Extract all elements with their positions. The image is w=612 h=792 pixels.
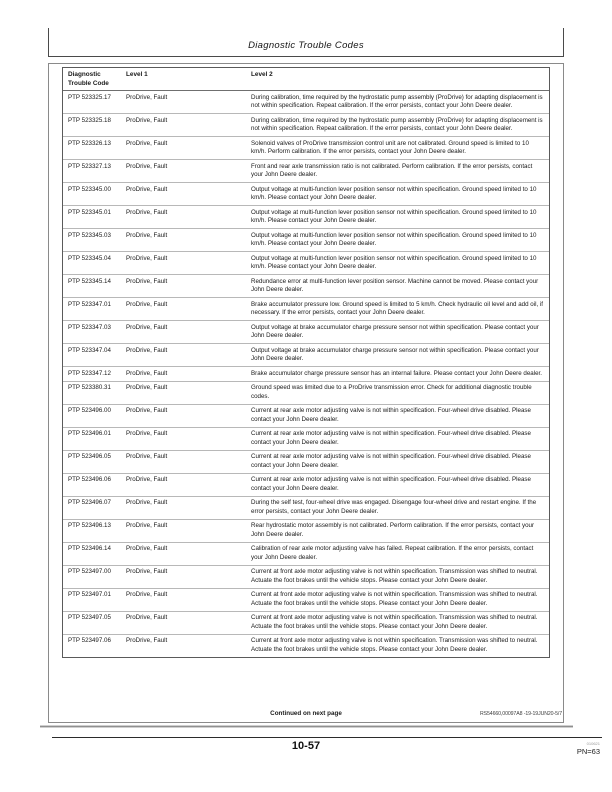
level1-cell: ProDrive, Fault xyxy=(126,277,168,285)
continued-line xyxy=(49,710,563,720)
level2-cell: Output voltage at multi-function lever position sensor not within specification. Ground speed limited to 10 km/h. Please contact your John Deere dealer. xyxy=(251,185,537,201)
dtc-code-cell: PTP 523347.04 xyxy=(68,346,111,354)
table-row xyxy=(63,251,549,274)
dtc-code-cell: PTP 523497.06 xyxy=(68,637,111,644)
page-title: Diagnostic Trouble Codes xyxy=(248,40,364,51)
table-row xyxy=(63,91,549,113)
print-code: 010621 xyxy=(586,741,600,746)
table-row xyxy=(63,320,549,343)
column-header-level1: Level 1 xyxy=(126,71,148,78)
table-row xyxy=(63,634,549,657)
level2-cell: Rear hydrostatic motor assembly is not calibrated. Perform calibration. If the error persists, contact your John Deere dealer. xyxy=(251,522,535,538)
dtc-code-cell: PTP 523345.04 xyxy=(68,254,111,262)
table-row xyxy=(63,611,549,634)
table-row xyxy=(63,159,549,182)
level1-cell: ProDrive, Fault xyxy=(126,231,168,239)
dtc-code-cell: PTP 523325.18 xyxy=(68,116,111,124)
pn-label: PN=63 xyxy=(576,747,600,756)
level1-cell: ProDrive, Fault xyxy=(126,93,168,101)
level2-cell: Output voltage at brake accumulator charge pressure sensor not within specification. Please contact your John Deere dealer. xyxy=(251,346,539,362)
level1-cell: ProDrive, Fault xyxy=(126,346,168,354)
level2-cell: Current at rear axle motor adjusting valve is not within specification. Four-wheel drive disabled. Please contact your John Deere dealer. xyxy=(251,430,531,446)
dtc-code-cell: PTP 523496.01 xyxy=(68,430,111,437)
content-box xyxy=(48,63,564,723)
table-row xyxy=(63,297,549,320)
dtc-table xyxy=(62,67,550,658)
level1-cell: ProDrive, Fault xyxy=(126,254,168,262)
level1-cell: ProDrive, Fault xyxy=(126,591,168,598)
level1-cell: ProDrive, Fault xyxy=(126,139,168,147)
dtc-code-cell: PTP 523497.05 xyxy=(68,614,111,621)
dtc-code-cell: PTP 523347.12 xyxy=(68,369,111,377)
table-row xyxy=(63,136,549,159)
table-row xyxy=(63,366,549,381)
dtc-code-cell: PTP 523325.17 xyxy=(68,93,111,101)
level1-cell: ProDrive, Fault xyxy=(126,522,168,529)
level2-cell: During calibration, time required by the hydrostatic pump assembly (ProDrive) for adapting displacement is not within specification. Repeat calibration. If the error persists, contact your John Deere dealer. xyxy=(251,93,543,109)
dtc-code-cell: PTP 523327.13 xyxy=(68,162,111,170)
page-number: 10-57 xyxy=(291,740,321,752)
table-row xyxy=(63,427,549,450)
level1-cell: ProDrive, Fault xyxy=(126,499,168,506)
level2-cell: Output voltage at multi-function lever position sensor not within specification. Ground speed limited to 10 km/h. Please contact your John Deere dealer. xyxy=(251,208,537,224)
table-row xyxy=(63,113,549,136)
level2-cell: Current at front axle motor adjusting valve is not within specification. Transmission was shifted to neutral. Actuate the foot brakes until the vehicle stops. Please contact your John Deere dealer. xyxy=(251,614,538,630)
dtc-code-cell: PTP 523345.00 xyxy=(68,185,111,193)
table-row xyxy=(63,473,549,496)
table-row xyxy=(63,182,549,205)
table-row xyxy=(63,565,549,588)
level1-cell: ProDrive, Fault xyxy=(126,430,168,437)
level2-cell: Output voltage at multi-function lever position sensor not within specification. Ground speed limited to 10 km/h. Please contact your John Deere dealer. xyxy=(251,254,537,270)
level2-cell: Solenoid valves of ProDrive transmission control unit are not calibrated. Ground speed is limited to 10 km/h. Perform calibration. If the error persists, contact your John Deere dealer. xyxy=(251,139,529,155)
table-row xyxy=(63,381,549,404)
dtc-code-cell: PTP 523496.13 xyxy=(68,522,111,529)
dtc-code-cell: PTP 523380.31 xyxy=(68,384,111,391)
running-header xyxy=(48,28,564,57)
dtc-code-cell: PTP 523345.01 xyxy=(68,208,111,216)
dtc-table-header xyxy=(63,68,549,91)
dtc-code-cell: PTP 523496.07 xyxy=(68,499,111,506)
table-row xyxy=(63,496,549,519)
dtc-code-cell: PTP 523345.14 xyxy=(68,277,111,285)
level1-cell: ProDrive, Fault xyxy=(126,185,168,193)
level2-cell: During the self test, four-wheel drive was engaged. Disengage four-wheel drive and restart engine. If the error persists, contact your John Deere dealer. xyxy=(251,499,537,515)
table-row xyxy=(63,404,549,427)
level1-cell: ProDrive, Fault xyxy=(126,476,168,483)
dtc-code-cell: PTP 523497.00 xyxy=(68,568,111,575)
level2-cell: Redundance error at multi-function lever position sensor. Machine cannot be moved. Please contact your John Deere dealer. xyxy=(251,277,539,293)
table-row xyxy=(63,542,549,565)
dtc-code-cell: PTP 523496.14 xyxy=(68,545,111,552)
dtc-code-cell: PTP 523326.13 xyxy=(68,139,111,147)
footer-divider-thin xyxy=(52,737,602,738)
table-row xyxy=(63,228,549,251)
level2-cell: Current at front axle motor adjusting valve is not within specification. Transmission was shifted to neutral. Actuate the foot brakes until the vehicle stops. Please contact your John Deere dealer. xyxy=(251,591,538,607)
level1-cell: ProDrive, Fault xyxy=(126,568,168,575)
footer-divider-thick xyxy=(40,725,573,728)
level2-cell: Current at rear axle motor adjusting valve is not within specification. Four-wheel drive disabled. Please contact your John Deere dealer. xyxy=(251,407,531,423)
level2-cell: Brake accumulator pressure low. Ground speed is limited to 5 km/h. Check hydraulic oil level and add oil, if necessary. If the error persists, contact your John Deere dealer. xyxy=(251,300,543,316)
table-row xyxy=(63,343,549,366)
level1-cell: ProDrive, Fault xyxy=(126,407,168,414)
level1-cell: ProDrive, Fault xyxy=(126,614,168,621)
level1-cell: ProDrive, Fault xyxy=(126,323,168,331)
dtc-code-cell: PTP 523347.03 xyxy=(68,323,111,331)
level2-cell: Output voltage at multi-function lever position sensor not within specification. Ground speed limited to 10 km/h. Please contact your John Deere dealer. xyxy=(251,231,537,247)
level2-cell: During calibration, time required by the hydrostatic pump assembly (ProDrive) for adapting displacement is not within specification. Repeat calibration. If the error persists, contact your John Deere dealer. xyxy=(251,116,543,132)
level2-cell: Calibration of rear axle motor adjusting valve has failed. Repeat calibration. If the error persists, contact your John Deere dealer. xyxy=(251,545,534,561)
level2-cell: Brake accumulator charge pressure sensor has an internal failure. Please contact your John Deere dealer. xyxy=(251,369,542,377)
dtc-code-cell: PTP 523347.01 xyxy=(68,300,111,308)
level2-cell: Ground speed was limited due to a ProDrive transmission error. Check for additional diagnostic trouble codes. xyxy=(251,384,532,400)
table-row xyxy=(63,205,549,228)
table-row xyxy=(63,274,549,297)
column-header-level2: Level 2 xyxy=(251,71,273,78)
dtc-code-cell: PTP 523496.06 xyxy=(68,476,111,483)
level2-cell: Output voltage at brake accumulator charge pressure sensor not within specification. Please contact your John Deere dealer. xyxy=(251,323,539,339)
level1-cell: ProDrive, Fault xyxy=(126,369,168,377)
level2-cell: Current at rear axle motor adjusting valve is not within specification. Four-wheel drive disabled. Please contact your John Deere dealer. xyxy=(251,476,531,492)
level1-cell: ProDrive, Fault xyxy=(126,162,168,170)
level2-cell: Current at front axle motor adjusting valve is not within specification. Transmission was shifted to neutral. Actuate the foot brakes until the vehicle stops. Please contact your John Deere dealer. xyxy=(251,568,538,584)
dtc-table-body xyxy=(63,91,549,657)
dtc-code-cell: PTP 523496.05 xyxy=(68,453,111,460)
column-header-code: Diagnostic Trouble Code xyxy=(68,71,109,87)
table-row xyxy=(63,588,549,611)
continued-on-next-page-label: Continued on next page xyxy=(270,710,342,717)
table-row xyxy=(63,450,549,473)
level1-cell: ProDrive, Fault xyxy=(126,384,168,391)
dtc-code-cell: PTP 523497.01 xyxy=(68,591,111,598)
level1-cell: ProDrive, Fault xyxy=(126,453,168,460)
level1-cell: ProDrive, Fault xyxy=(126,208,168,216)
dtc-code-cell: PTP 523345.03 xyxy=(68,231,111,239)
level1-cell: ProDrive, Fault xyxy=(126,300,168,308)
level1-cell: ProDrive, Fault xyxy=(126,637,168,644)
level2-cell: Current at front axle motor adjusting valve is not within specification. Transmission was shifted to neutral. Actuate the foot brakes until the vehicle stops. Please contact your John Deere dealer. xyxy=(251,637,538,653)
dtc-code-cell: PTP 523496.00 xyxy=(68,407,111,414)
level2-cell: Current at rear axle motor adjusting valve is not within specification. Four-wheel drive disabled. Please contact your John Deere dealer. xyxy=(251,453,531,469)
level1-cell: ProDrive, Fault xyxy=(126,116,168,124)
level2-cell: Front and rear axle transmission ratio is not calibrated. Perform calibration. If the error persists, contact your John Deere dealer. xyxy=(251,162,533,178)
level1-cell: ProDrive, Fault xyxy=(126,545,168,552)
table-row xyxy=(63,519,549,542)
document-reference-code: RS54660,00097A8 -19-19JUN20-5/7 xyxy=(480,711,562,717)
